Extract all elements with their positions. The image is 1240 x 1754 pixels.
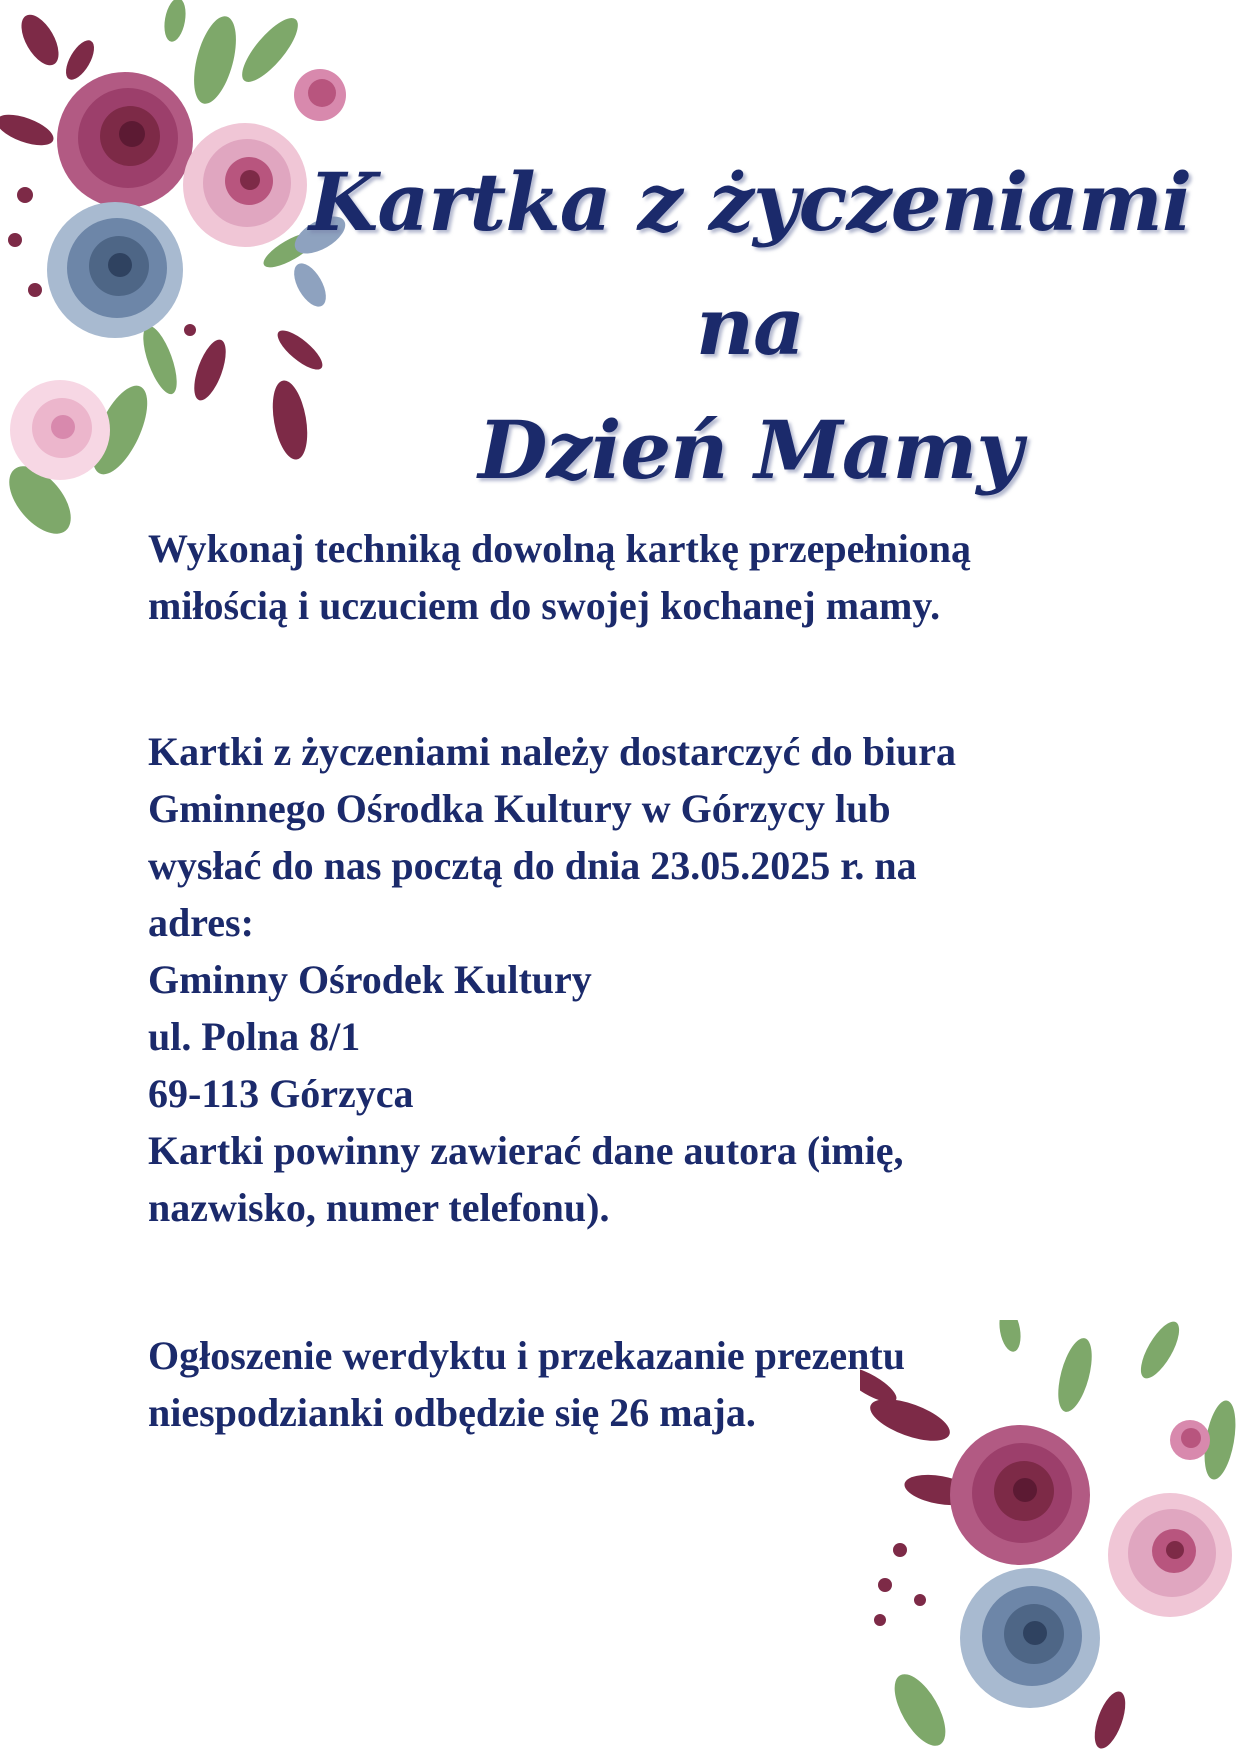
intro-line-1: Wykonaj techniką dowolną kartkę przepełnioną xyxy=(148,526,972,571)
burgundy-rose xyxy=(950,1425,1090,1565)
title-line-2: Dzień Mamy xyxy=(478,403,1022,497)
blue-rose xyxy=(960,1568,1100,1708)
address-name: Gminny Ośrodek Kultury xyxy=(148,957,592,1002)
pink-rose xyxy=(1108,1493,1232,1617)
pink-bud xyxy=(1170,1420,1210,1460)
note-line-1: Kartki powinny zawierać dane autora (imię, xyxy=(148,1128,904,1173)
blue-rose xyxy=(47,202,183,338)
intro-paragraph xyxy=(148,520,1108,634)
delivery-line-4: adres: xyxy=(148,900,254,945)
announcement-paragraph xyxy=(148,1327,1108,1441)
pink-bud xyxy=(294,69,346,121)
pink-rose xyxy=(183,123,307,247)
berries xyxy=(874,1543,926,1626)
page-title xyxy=(300,140,1200,512)
intro-line-2: miłością i uczuciem do swojej kochanej mamy. xyxy=(148,583,941,628)
address-street: ul. Polna 8/1 xyxy=(148,1014,361,1059)
burgundy-rose xyxy=(57,72,193,208)
delivery-paragraph xyxy=(148,723,1108,1236)
note-line-2: nazwisko, numer telefonu). xyxy=(148,1185,610,1230)
address-city: 69-113 Górzyca xyxy=(148,1071,414,1116)
delivery-line-3: wysłać do nas pocztą do dnia 23.05.2025 r. na xyxy=(148,843,917,888)
delivery-line-1: Kartki z życzeniami należy dostarczyć do biura xyxy=(148,729,957,774)
title-line-1: Kartka z życzeniami na xyxy=(308,155,1192,373)
delivery-line-2: Gminnego Ośrodka Kultury w Górzycy lub xyxy=(148,786,891,831)
announcement-line-1: Ogłoszenie werdyktu i przekazanie prezentu xyxy=(148,1333,905,1378)
announcement-line-2: niespodzianki odbędzie się 26 maja. xyxy=(148,1390,756,1435)
light-pink-flower xyxy=(10,380,110,480)
